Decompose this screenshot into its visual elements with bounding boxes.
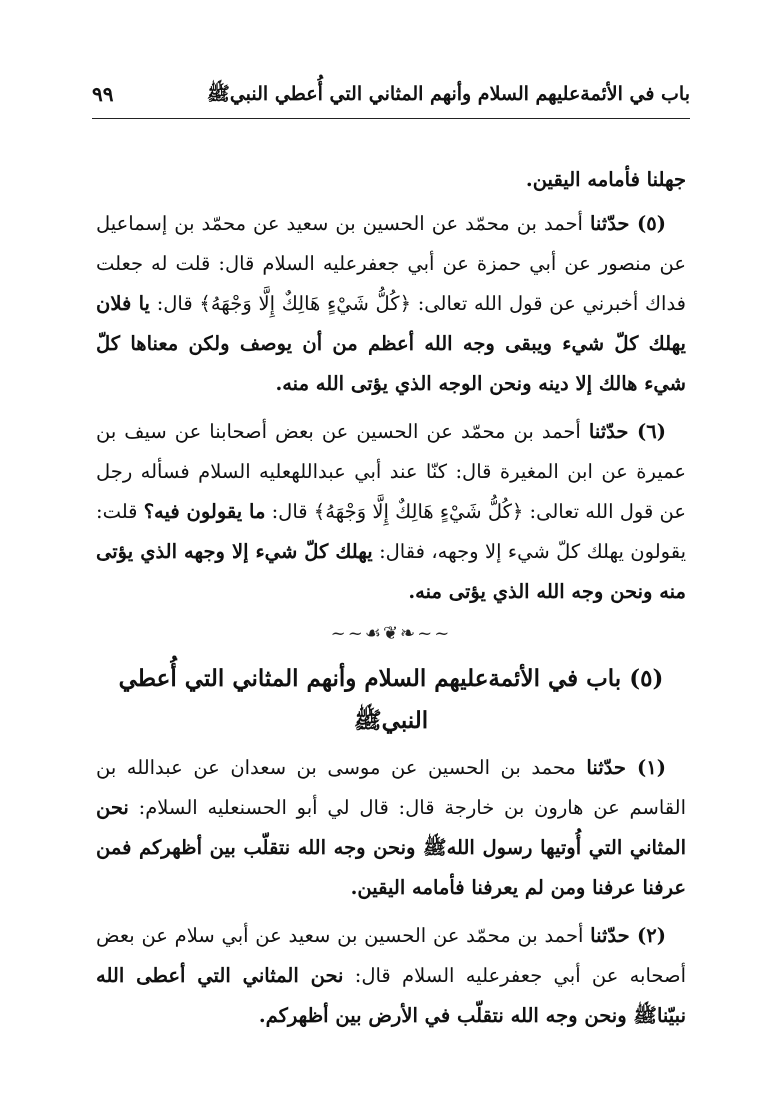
hadith-chain: أحمد بن محمّد عن الحسين عن بعض أصحابنا عن سيف بن عميرة عن ابن المغيرة قال: كنّا عند أبي عبداللهعليه السلام فسأله رجل عن قول الله تعالى: ﴿كُلُّ شَيْءٍ هَالِكٌ إِلَّا وَجْهَهُ﴾ قال: <box>96 420 686 523</box>
hadith-5 <box>96 204 686 404</box>
hadith-quote: ما يقولون فيه؟ <box>143 500 266 523</box>
hadith-number: (٢) حدّثنا <box>590 924 666 947</box>
paragraph-continuation <box>96 160 686 200</box>
hadith-chain: أحمد بن محمّد عن الحسين بن سعيد عن محمّد بن إسماعيل عن منصور عن أبي حمزة عن أبي جعفرعليه السلام قال: قلت له جعلت فداك أخبرني عن قول الله تعالى: ﴿كُلُّ شَيْءٍ هَالِكٌ إِلَّا وَجْهَهُ﴾ قال: <box>96 212 687 315</box>
hadith-quote: نحن المثاني التي أعطى الله نبيّناﷺ ونحن وجه الله نتقلّب في الأرض بين أظهركم. <box>96 964 686 1027</box>
continuation-text: جهلنا فأمامه اليقين. <box>525 168 686 191</box>
running-header <box>92 78 690 119</box>
hadith-quote: يا فلان يهلك كلّ شيء ويبقى وجه الله أعظم من أن يوصف ولكن معناها كلّ شيء هالك إلا دينه ونحن الوجه الذي يؤتى الله منه. <box>96 292 686 395</box>
hadith-number: (١) حدّثنا <box>586 756 666 779</box>
hadith-number: (٥) حدّثنا <box>589 212 667 235</box>
hadith-6 <box>96 412 686 612</box>
hadith-quote: يهلك كلّ شيء إلا وجهه الذي يؤتى منه ونحن وجه الله الذي يؤتى منه. <box>96 540 686 603</box>
hadith-2 <box>96 916 686 1036</box>
chapter-heading: (٥) باب في الأئمةعليهم السلام وأنهم المثاني التي أُعطي النبيﷺ <box>118 665 664 734</box>
hadith-chain: محمد بن الحسين عن موسى بن سعدان عن عبدالله بن القاسم عن هارون بن خارجة قال: قال لي أبو الحسنعليه السلام: <box>96 756 686 819</box>
hadith-chain: أحمد بن محمّد عن الحسين بن سعيد عن أبي سلام عن بعض أصحابه عن أبي جعفرعليه السلام قال: <box>96 924 686 987</box>
header-title: باب في الأئمةعليهم السلام وأنهم المثاني التي أُعطي النبيﷺ <box>206 83 690 105</box>
hadith-text: قلت: يقولون يهلك كلّ شيء إلا وجهه، فقال: <box>96 500 686 563</box>
section-divider-ornament: ~~❧❦☙~~ <box>330 623 452 644</box>
hadith-1 <box>96 748 686 908</box>
hadith-number: (٦) حدّثنا <box>588 420 666 443</box>
page-body <box>96 160 686 1044</box>
hadith-quote: نحن المثاني التي أُوتيها رسول اللهﷺ ونحن وجه الله نتقلّب بين أظهركم فمن عرفنا عرفنا ومن لم يعرفنا فأمامه اليقين. <box>96 796 686 899</box>
page-number: ٩٩ <box>92 82 114 106</box>
